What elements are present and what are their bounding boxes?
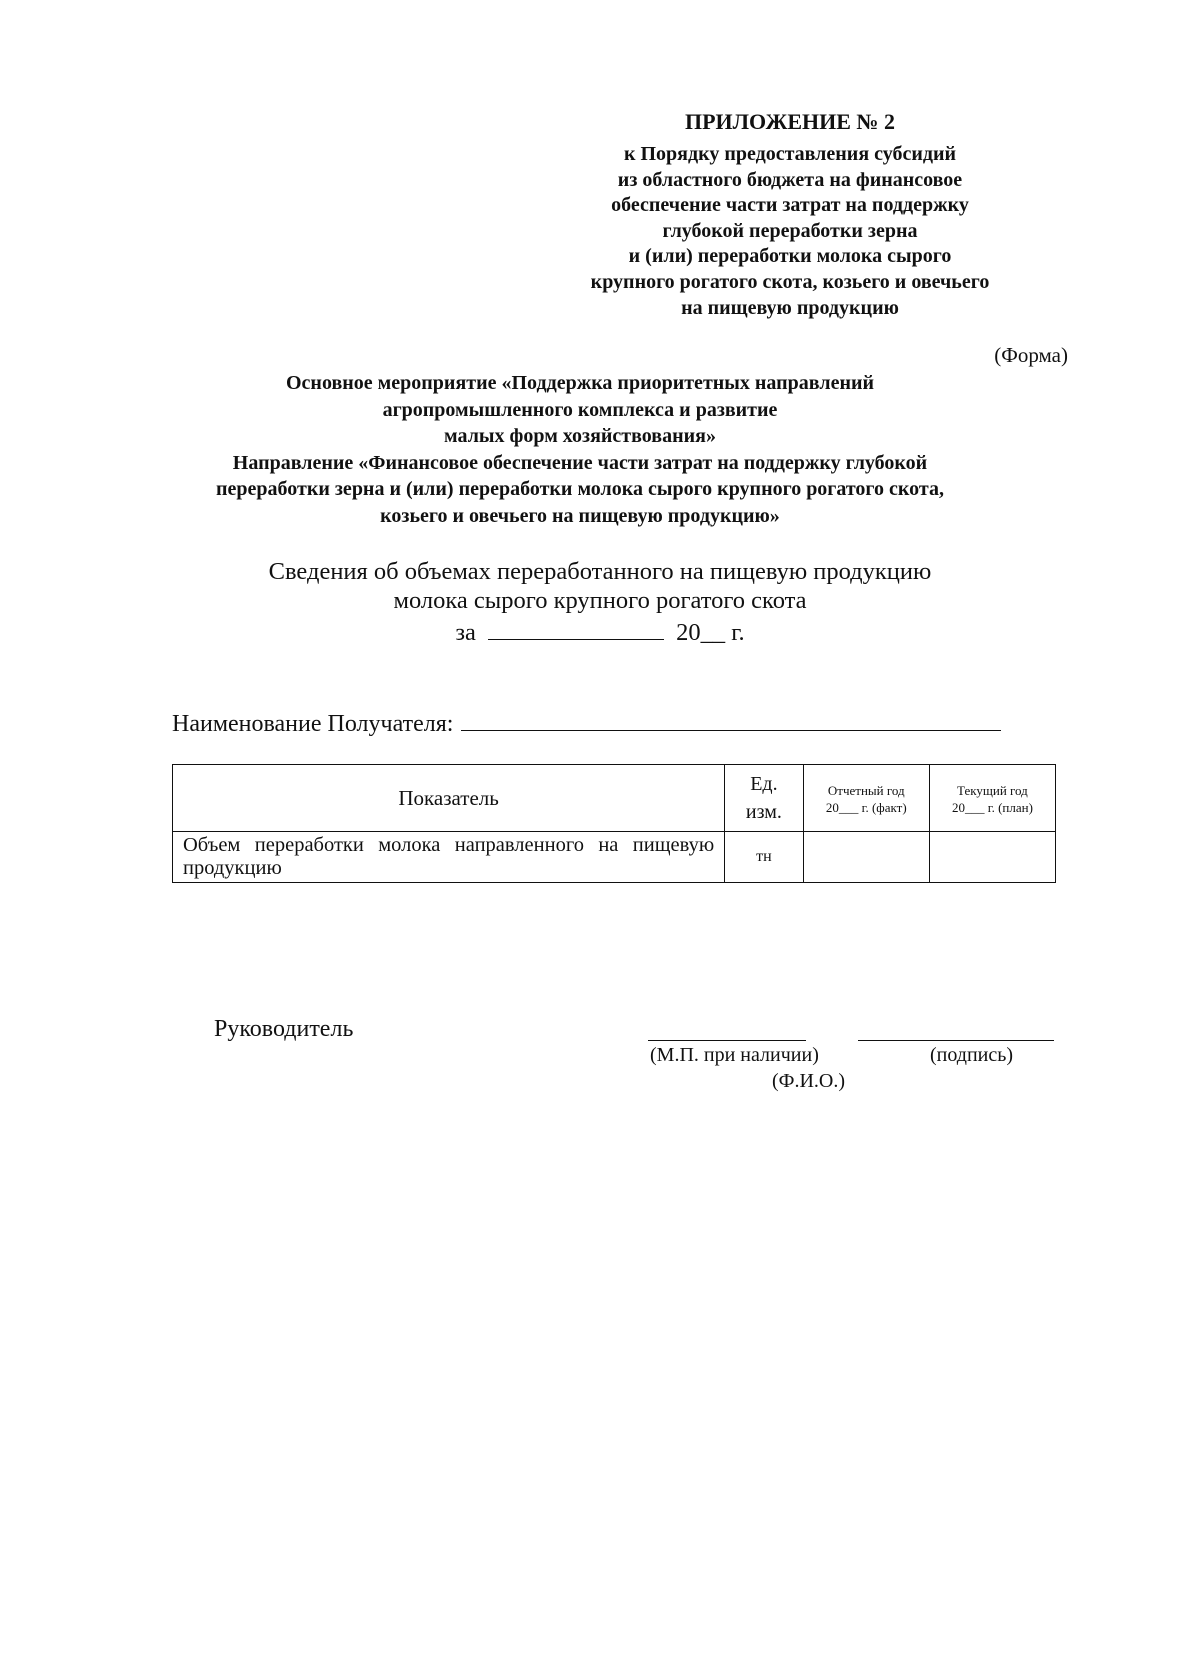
event-line: агропромышленного комплекса и развитие [382, 398, 778, 421]
table-header-row [173, 765, 1056, 832]
name-caption: (Ф.И.О.) [772, 1070, 846, 1092]
event-block [120, 370, 1040, 529]
appendix-line: на пищевую продукцию [681, 296, 899, 319]
cell-indicator: Объем переработки молока направленного на пищевую продукцию [173, 832, 725, 883]
recipient-label: Наименование Получателя: [172, 711, 454, 737]
event-line: Основное мероприятие «Поддержка приоритетных направлений [285, 372, 875, 394]
header-current-year [929, 765, 1055, 832]
signature-line[interactable] [858, 1040, 1054, 1041]
appendix-block [520, 108, 1060, 321]
header-reporting-year [803, 765, 929, 832]
document-title [180, 557, 1020, 647]
header-indicator: Показатель [173, 765, 725, 832]
title-line-2: молока сырого крупного рогатого скота [393, 587, 807, 614]
event-line: переработки зерна и (или) переработки молока сырого крупного рогатого скота, [216, 478, 944, 500]
appendix-line: крупного рогатого скота, козьего и овечьего [590, 270, 990, 293]
signatory-role: Руководитель [214, 1016, 354, 1042]
event-line: козьего и овечьего на пищевую продукцию» [380, 504, 780, 527]
period-blank[interactable] [488, 615, 664, 640]
table-row [173, 832, 1056, 883]
cell-current-value[interactable] [929, 832, 1055, 883]
title-line-1: Сведения об объемах переработанного на пищевую продукцию [268, 558, 932, 585]
header-reporting-line-1: Отчетный год [827, 783, 905, 798]
stamp-caption: (М.П. при наличии) [650, 1044, 819, 1066]
recipient-row [172, 706, 1001, 738]
appendix-line: глубокой переработки зерна [662, 219, 918, 242]
period-year: 20__ г. [676, 619, 745, 646]
appendix-line: к Порядку предоставления субсидий [623, 143, 957, 165]
event-line: малых форм хозяйствования» [444, 425, 716, 447]
cell-unit: тн [725, 832, 804, 883]
event-line: Направление «Финансовое обеспечение части затрат на поддержку глубокой [232, 451, 928, 474]
data-table [172, 764, 1056, 883]
form-label: (Форма) [994, 343, 1068, 367]
appendix-line: обеспечение части затрат на поддержку [611, 194, 969, 217]
appendix-line: из областного бюджета на финансовое [617, 168, 963, 191]
header-reporting-line-2: 20___ г. (факт) [825, 800, 907, 815]
appendix-heading: ПРИЛОЖЕНИЕ № 2 [684, 109, 896, 134]
stamp-line[interactable] [648, 1040, 806, 1041]
header-unit [725, 765, 804, 832]
header-current-line-1: Текущий год [957, 783, 1028, 798]
period-prefix: за [455, 619, 476, 646]
title-period [180, 615, 1020, 647]
header-unit-line-2: изм. [745, 801, 782, 823]
appendix-line: и (или) переработки молока сырого [628, 245, 952, 268]
cell-reporting-value[interactable] [803, 832, 929, 883]
recipient-blank[interactable] [461, 706, 1001, 731]
header-unit-line-1: Ед. [750, 773, 778, 795]
signature-caption: (подпись) [930, 1044, 1014, 1066]
header-current-line-2: 20___ г. (план) [951, 800, 1033, 815]
